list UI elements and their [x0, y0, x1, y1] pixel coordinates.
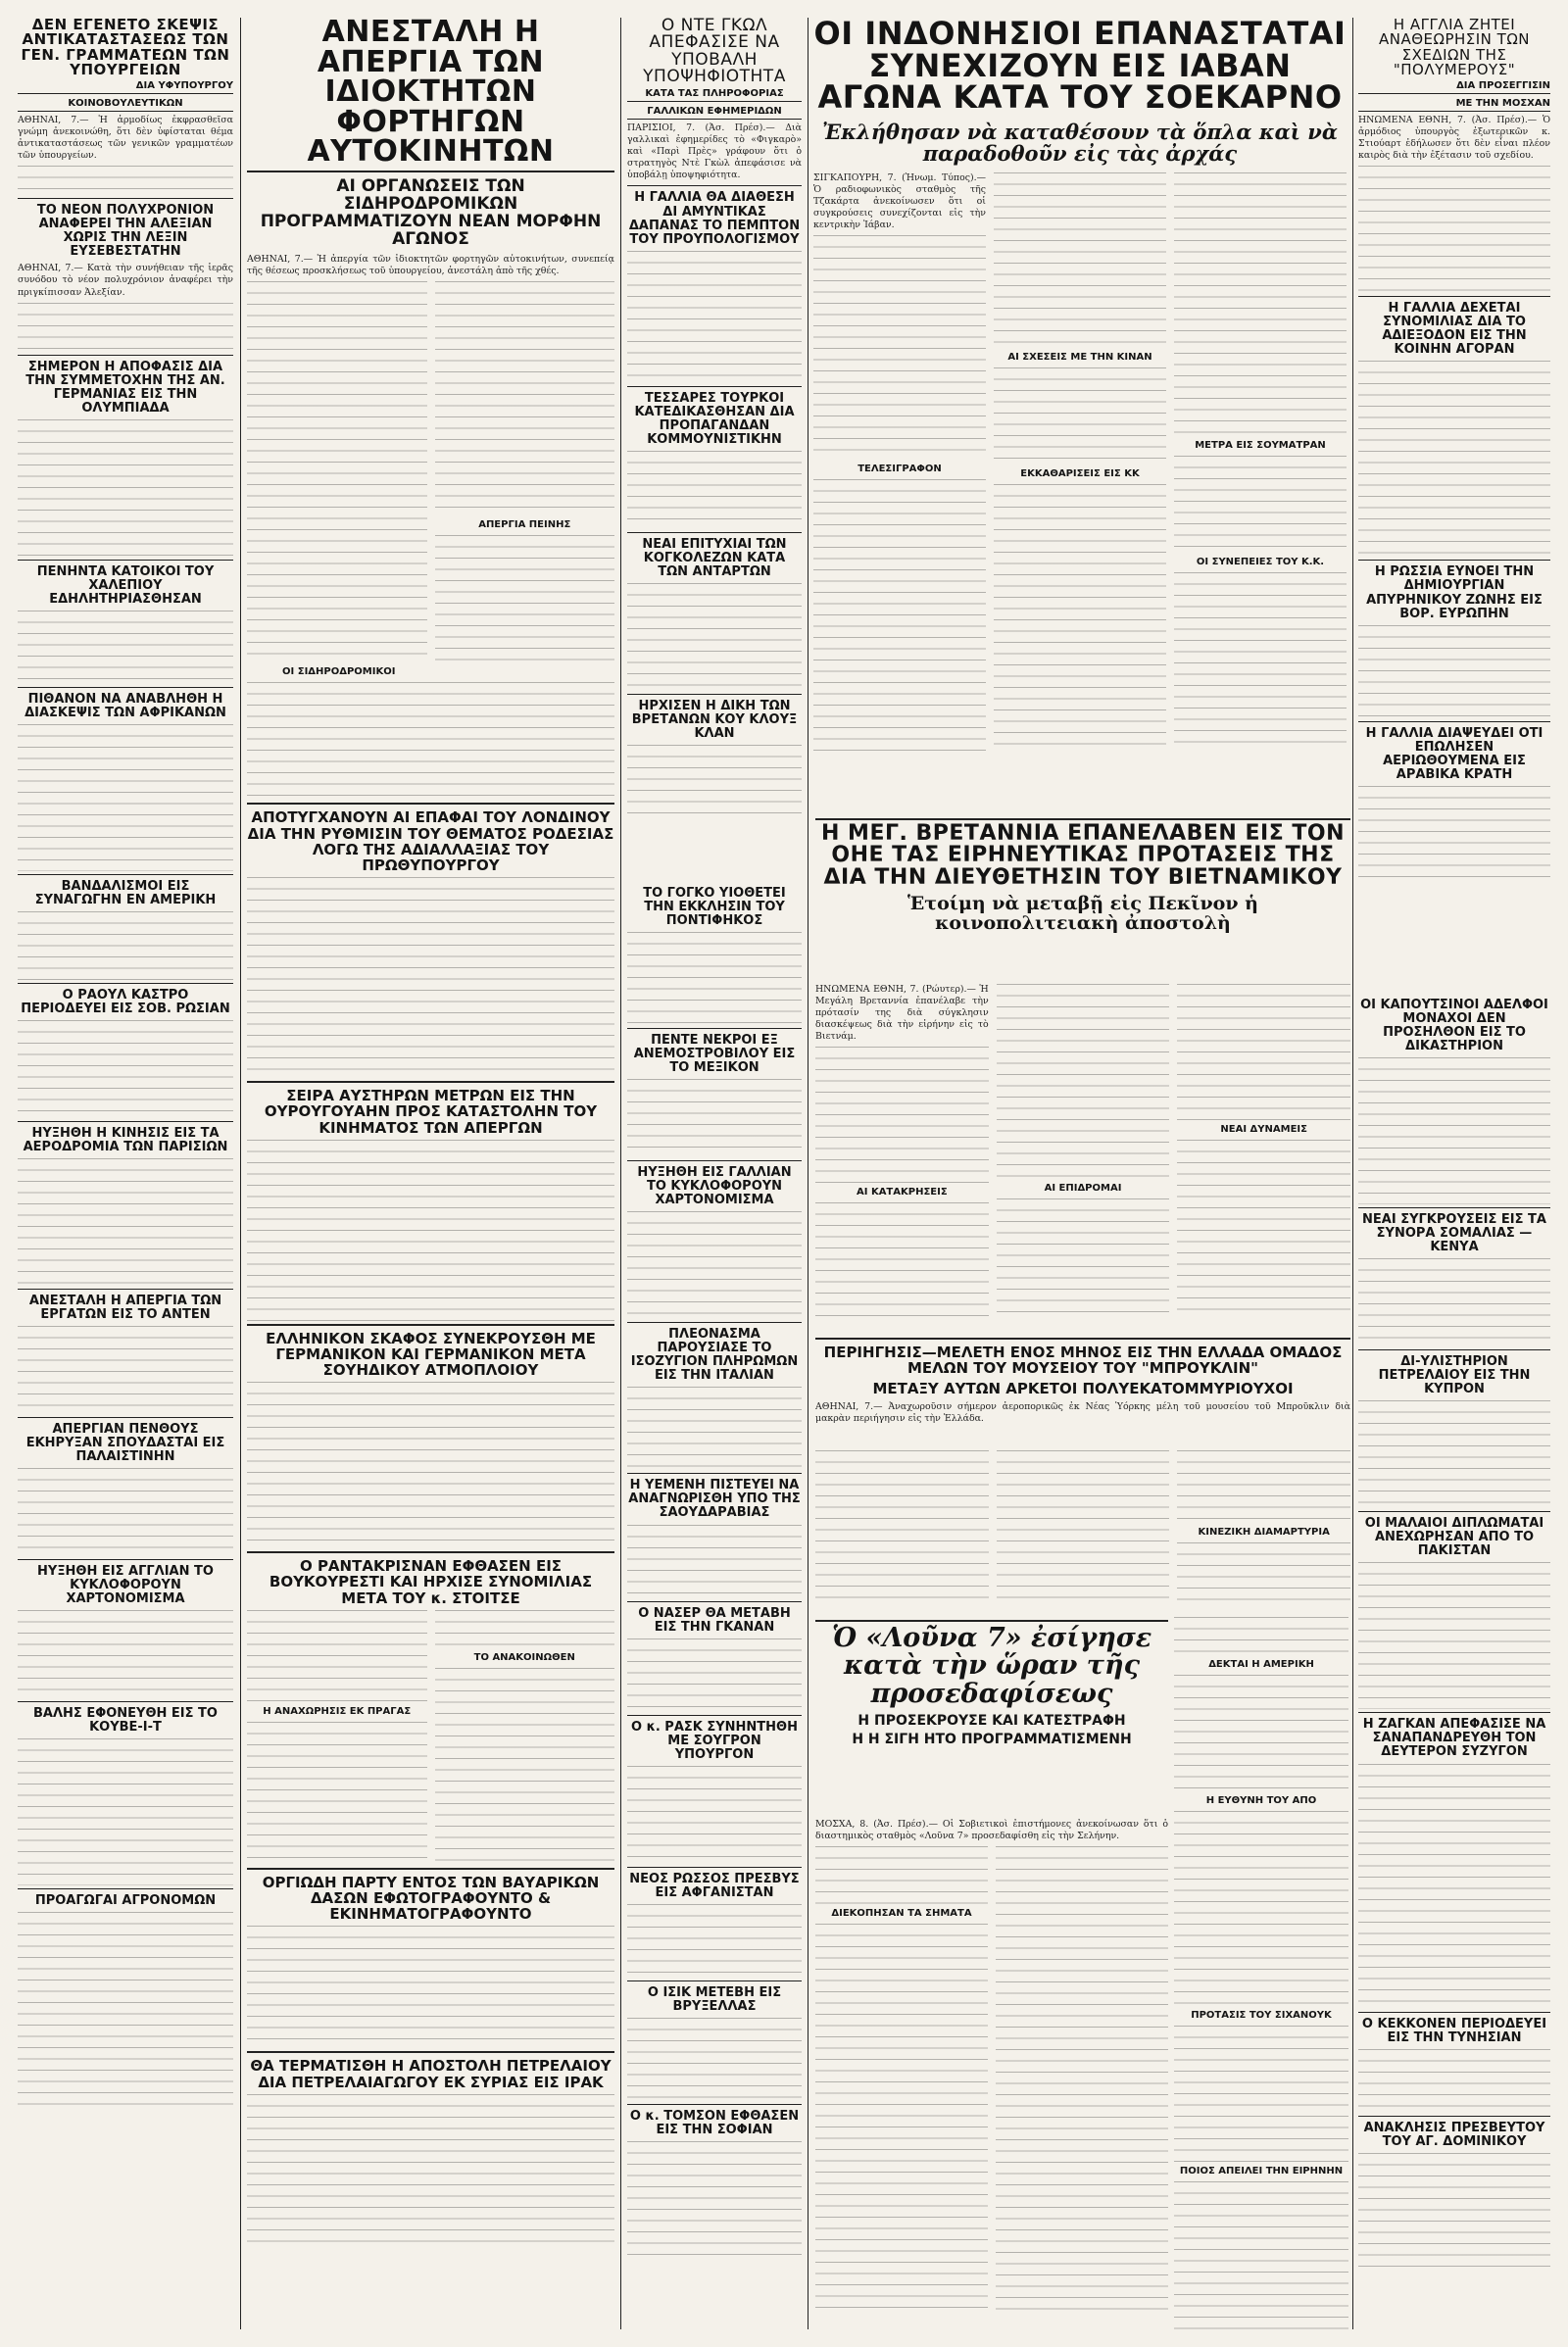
text-filler [1174, 1675, 1348, 1792]
text-filler [247, 1722, 427, 1865]
text-filler [247, 1926, 614, 2048]
article-headline: ΔΙ-ΥΛΙΣΤΗΡΙΟΝ ΠΕΤΡΕΛΑΙΟΥ ΕΙΣ ΤΗΝ ΚΥΠΡΟΝ [1378, 1354, 1531, 1397]
article-headline: ΝΕΟΣ ΡΩΣΣΟΣ ΠΡΕΣΒΥΣ ΕΙΣ ΑΦΓΑΝΙΣΤΑΝ [629, 1871, 800, 1900]
article-headline: Η ΓΑΛΛΙΑ ΔΕΧΕΤΑΙ ΣΥΝΟΜΙΛΙΑΣ ΔΙΑ ΤΟ ΑΔΙΕΞΟΔΟΝ ΕΙΣ ΤΗΝ ΚΟΙΝΗΝ ΑΓΟΡΑΝ [1382, 301, 1527, 358]
article-headline: Η ΖΑΓΚΑΝ ΑΠΕΦΑΣΙΣΕ ΝΑ ΣΑΝΑΠΑΝΔΡΕΥΘΗ ΤΟΝ ΔΕΥΤΕΡΟΝ ΣΥΖΥΓΟΝ [1362, 1717, 1546, 1760]
article-headline: ΟΙ ΜΑΛΑΙΟΙ ΔΙΠΛΩΜΑΤΑΙ ΑΝΕΧΩΡΗΣΑΝ ΑΠΟ ΤΟ ΠΑΚΙΣΤΑΝ [1364, 1516, 1544, 1559]
column-3 [627, 18, 802, 821]
text-filler [815, 1202, 989, 1317]
text-filler [435, 1610, 615, 1649]
text-filler [1174, 456, 1347, 554]
inner-subhead: ΕΚΚΑΘΑΡΙΣΕΙΣ ΕΙΣ ΚΚ [1020, 467, 1140, 479]
column-1 [18, 18, 233, 2330]
article-kicker: ΔΙΑ ΠΡΟΣΕΓΓΙΣΙΝ [1358, 79, 1550, 94]
inner-subhead: ΑΙ ΕΠΙΔΡΟΜΑΙ [1044, 1183, 1122, 1194]
column-rule [620, 18, 621, 2329]
article-body: ΗΝΩΜΕΝΑ ΕΘΝΗ, 7. (Ἀσ. Πρέσ).— Ὁ ἀρμόδιος ὑπουργὸς ἐξωτερικῶν κ. Στιούαρτ ἐδήλωσεν ὅτι δὲν εἶναι πλέον καιρὸς διὰ τὴν ἐξέτασιν τοῦ σχεδίου. [1358, 115, 1550, 162]
text-filler [1358, 1057, 1550, 1204]
article-headline: ΗΥΞΗΘΗ ΕΙΣ ΓΑΛΛΙΑΝ ΤΟ ΚΥΚΛΟΦΟΡΟΥΝ ΧΑΡΤΟΝΟΜΙΣΜΑ [637, 1165, 792, 1208]
article-kicker: ΔΙΑ ΥΦΥΠΟΥΡΓΟΥ [18, 79, 233, 94]
column-4 [813, 18, 1347, 821]
column-rule [240, 18, 241, 2329]
text-filler [627, 932, 802, 1025]
article-kicker: ΚΟΙΝΟΒΟΥΛΕΥΤΙΚΩΝ [18, 97, 233, 112]
text-filler [18, 1020, 233, 1118]
inner-subhead: ΔΕΚΤΑΙ Η ΑΜΕΡΙΚΗ [1208, 1659, 1314, 1670]
inner-subhead: ΤΟ ΑΝΑΚΟΙΝΩΘΕΝ [473, 1651, 575, 1663]
article-headline: ΔΕΝ ΕΓΕΝΕΤΟ ΣΚΕΨΙΣ ΑΝΤΙΚΑΤΑΣΤΑΣΕΩΣ ΤΩΝ ΓΕΝ. ΓΡΑΜΜΑΤΕΩΝ ΤΩΝ ΥΠΟΥΡΓΕΙΩΝ [21, 18, 230, 78]
article-headline: ΗΡΧΙΣΕΝ Η ΔΙΚΗ ΤΩΝ ΒΡΕΤΑΝΩΝ ΚΟΥ ΚΛΟΥΞ ΚΛΑΝ [631, 698, 798, 741]
article-headline: Ο κ. ΤΟΜΣΟΝ ΕΦΘΑΣΕΝ ΕΙΣ ΤΗΝ ΣΟΦΙΑΝ [629, 2108, 800, 2137]
article-headline: ΠΛΕΟΝΑΣΜΑ ΠΑΡΟΥΣΙΑΣΕ ΤΟ ΙΣΟΖΥΓΙΟΝ ΠΛΗΡΩΜΩΝ ΕΙΣ ΤΗΝ ΙΤΑΛΙΑΝ [630, 1327, 799, 1384]
vietnam-body [815, 984, 1350, 1327]
text-filler [247, 1140, 614, 1321]
article-headline: ΠΕΡΙΗΓΗΣΙΣ—ΜΕΛΕΤΗ ΕΝΟΣ ΜΗΝΟΣ ΕΙΣ ΤΗΝ ΕΛΛΑΔΑ ΟΜΑΔΟΣ ΜΕΛΩΝ ΤΟΥ ΜΟΥΣΕΙΟΥ ΤΟΥ "ΜΠΡΟΥΚΛΙΝ" [823, 1344, 1343, 1378]
text-filler [813, 235, 986, 461]
article-headline: ΠΕΝΤΕ ΝΕΚΡΟΙ ΕΞ ΑΝΕΜΟΣΤΡΟΒΙΛΟΥ ΕΙΣ ΤΟ ΜΕΞΙΚΟΝ [633, 1033, 796, 1076]
text-filler [1358, 786, 1550, 884]
text-filler [627, 583, 802, 691]
text-filler [1358, 2049, 1550, 2113]
article-headline: ΤΟ ΝΕΟΝ ΠΟΛΥΧΡΟΝΙΟΝ ΑΝΑΦΕΡΕΙ ΤΗΝ ΑΛΕΞΙΑΝ ΧΩΡΙΣ ΤΗΝ ΛΕΞΙΝ ΕΥΣΕΒΕΣΤΑΤΗΝ [36, 203, 215, 260]
text-filler [815, 1450, 989, 1602]
inner-subhead: Η ΑΝΑΧΩΡΗΣΙΣ ΕΚ ΠΡΑΓΑΣ [263, 1705, 412, 1717]
article-headline: Ο ΡΑΝΤΑΚΡΙΣΝΑΝ ΕΦΘΑΣΕΝ ΕΙΣ ΒΟΥΚΟΥΡΕΣΤΙ ΚΑΙ ΗΡΧΙΣΕ ΣΥΝΟΜΙΛΙΑΣ ΜΕΤΑ ΤΟΥ κ. ΣΤΟΙΤΣΕ [269, 1557, 593, 1607]
article-subheadline: Ἑτοίμη νὰ μεταβῇ εἰς Πεκῖνον ἡ κοινοπολιτειακὴ ἀποστολὴ [907, 893, 1258, 935]
column-3-lower [627, 882, 802, 2330]
article-headline: Ο κ. ΡΑΣΚ ΣΥΝΗΝΤΗΘΗ ΜΕ ΣΟΥΓΡΟΝ ΥΠΟΥΡΓΟΝ [631, 1719, 798, 1762]
article-headline: ΑΝΕΣΤΑΛΗ Η ΑΠΕΡΓΙΑ ΤΩΝ ΕΡΓΑΤΩΝ ΕΙΣ ΤΟ ΑΝΤΕΝ [28, 1294, 222, 1323]
text-filler [247, 1610, 427, 1703]
text-filler [18, 1468, 233, 1556]
article-body: ΜΟΣΧΑ, 8. (Ἀσ. Πρέσ).— Οἱ Σοβιετικοὶ ἐπιστήμονες ἀνεκοίνωσαν ὅτι ὁ διαστημικὸς σταθμὸς «Λοῦνα 7» προσεδαφίσθη εἰς τὴν Σελήνην. [815, 1819, 1168, 1842]
text-filler [1358, 1764, 1550, 2009]
text-filler [627, 1525, 802, 1598]
text-filler [996, 1846, 1168, 2317]
text-filler [1177, 1542, 1350, 1602]
article-kicker: ΚΑΤΑ ΤΑΣ ΠΛΗΡΟΦΟΡΙΑΣ [627, 87, 802, 102]
article-headline: ΑΝΑΚΛΗΣΙΣ ΠΡΕΣΒΕΥΤΟΥ ΤΟΥ ΑΓ. ΔΟΜΙΝΙΚΟΥ [1363, 2120, 1545, 2149]
text-filler [815, 1047, 989, 1184]
inner-subhead: Η ΕΥΘΥΝΗ ΤΟΥ ΑΠΟ [1205, 1795, 1317, 1806]
article-subheadline: Ἐκλήθησαν νὰ καταθέσουν τὰ ὅπλα καὶ νὰ παραδοθοῦν εἰς τὰς ἀρχάς [821, 119, 1339, 166]
inner-subhead: ΝΕΑΙ ΔΥΝΑΜΕΙΣ [1220, 1124, 1307, 1135]
inner-subhead: ΟΙ ΣΙΔΗΡΟΔΡΟΜΙΚΟΙ [282, 666, 396, 678]
text-filler [435, 535, 615, 663]
inner-subhead: ΤΕΛΕΣΙΓΡΑΦΟΝ [858, 464, 942, 475]
article-body: ΑΘΗΝΑΙ, 7.— Κατὰ τὴν συνήθειαν τῆς ἱερᾶς συνόδου τὸ νέον πολυχρόνιον ἀναφέρει τὴν πριγκίπισσαν Ἀλεξίαν. [18, 263, 233, 298]
text-filler [997, 1198, 1170, 1317]
text-filler [997, 1450, 1170, 1602]
text-filler [627, 1387, 802, 1470]
article-body: ΗΝΩΜΕΝΑ ΕΘΝΗ, 7. (Ρώυτερ).— Ἡ Μεγάλη Βρεταννία ἐπανέλαβε τὴν πρότασίν της διὰ σύγκλησιν διασκέψεως διὰ τὴν εἰρήνην εἰς τὸ Βιετνάμ. [815, 984, 989, 1043]
inner-subhead: ΠΡΟΤΑΣΙΣ ΤΟΥ ΣΙΧΑΝΟΥΚ [1191, 2010, 1332, 2021]
text-filler [18, 724, 233, 871]
article-headline: Η ΡΩΣΣΙΑ ΕΥΝΟΕΙ ΤΗΝ ΔΗΜΙΟΥΡΓΙΑΝ ΑΠΥΡΗΝΙΚΟΥ ΖΩΝΗΣ ΕΙΣ ΒΟΡ. ΕΥΡΩΠΗΝ [1366, 564, 1543, 621]
text-filler [1174, 2181, 1348, 2330]
text-filler [18, 419, 233, 557]
text-filler [1358, 361, 1550, 557]
inner-subhead: ΑΙ ΣΧΕΣΕΙΣ ΜΕ ΤΗΝ ΚΙΝΑΝ [1007, 351, 1152, 363]
text-filler [627, 1211, 802, 1319]
inner-subhead: ΠΟΙΟΣ ΑΠΕΙΛΕΙ ΤΗΝ ΕΙΡΗΝΗΝ [1179, 2166, 1344, 2176]
text-filler [1174, 1617, 1348, 1656]
text-filler [813, 479, 986, 751]
museum-body [815, 1450, 1350, 1607]
article-headline: ΠΕΝΗΝΤΑ ΚΑΤΟΙΚΟΙ ΤΟΥ ΧΑΛΕΠΙΟΥ ΕΔΗΛΗΤΗΡΙΑΣΘΗΣΑΝ [36, 563, 215, 607]
text-filler [627, 1638, 802, 1712]
text-filler [627, 1904, 802, 1978]
vietnam-continued [1174, 1617, 1348, 2330]
article-headline: Η ΓΑΛΛΙΑ ΘΑ ΔΙΑΘΕΣΗ ΔΙ ΑΜΥΝΤΙΚΑΣ ΔΑΠΑΝΑΣ ΤΟ ΠΕΜΠΤΟΝ ΤΟΥ ΠΡΟΥΠΟΛΟΓΙΣΜΟΥ [628, 190, 801, 247]
article-headline: ΤΟ ΓΟΓΚΟ ΥΙΟΘΕΤΕΙ ΤΗΝ ΕΚΚΛΗΣΙΝ ΤΟΥ ΠΟΝΤΙΦΗΚΟΣ [643, 886, 786, 929]
article-headline: ΗΥΞΗΘΗ ΕΙΣ ΑΓΓΛΙΑΝ ΤΟ ΚΥΚΛΟΦΟΡΟΥΝ ΧΑΡΤΟΝΟΜΙΣΜΑ [37, 1564, 214, 1607]
article-headline: ΣΕΙΡΑ ΑΥΣΤΗΡΩΝ ΜΕΤΡΩΝ ΕΙΣ ΤΗΝ ΟΥΡΟΥΓΟΥΑΗΝ ΠΡΟΣ ΚΑΤΑΣΤΟΛΗΝ ΤΟΥ ΚΙΝΗΜΑΤΟΣ ΤΩΝ ΑΠΕΡΓΩΝ [264, 1087, 598, 1137]
text-filler [435, 281, 615, 516]
text-filler [997, 984, 1170, 1180]
main-headline: ΟΙ ΙΝΔΟΝΗΣΙΟΙ ΕΠΑΝΑΣΤΑΤΑΙ ΣΥΝΕΧΙΖΟΥΝ ΕΙΣ ΙΑΒΑΝ ΑΓΩΝΑ ΚΑΤΑ ΤΟΥ ΣΟΕΚΑΡΝΟ [813, 18, 1347, 117]
text-filler [1174, 2026, 1348, 2163]
article-headline: ΠΙΘΑΝΟΝ ΝΑ ΑΝΑΒΛΗΘΗ Η ΔΙΑΣΚΕΨΙΣ ΤΩΝ ΑΦΡΙΚΑΝΩΝ [24, 691, 226, 720]
article-headline: ΝΕΑΙ ΣΥΓΚΡΟΥΣΕΙΣ ΕΙΣ ΤΑ ΣΥΝΟΡΑ ΣΟΜΑΛΙΑΣ — ΚΕΝΥΑ [1362, 1212, 1546, 1255]
text-filler [435, 1668, 615, 1865]
article-subheadline: Η ΠΡΟΣΕΚΡΟΥΣΕ ΚΑΙ ΚΑΤΕΣΤΡΑΦΗ [858, 1713, 1126, 1730]
text-filler [1358, 625, 1550, 718]
text-filler [1177, 984, 1350, 1121]
text-filler [18, 1912, 233, 2108]
column-5-lower [1358, 994, 1550, 2330]
museum-story [815, 1335, 1350, 1442]
inner-subhead: ΟΙ ΣΥΝΕΠΕΙΕΣ ΤΟΥ Κ.Κ. [1196, 556, 1325, 567]
article-body: ΑΘΗΝΑΙ, 7.— Ἡ ἀπεργία τῶν ἰδιοκτητῶν φορτηγῶν αὐτοκινήτων, συνεπείᾳ τῆς θέσεως προσκλήσεως τοῦ ὑπουργείου, ἀνεστάλη ἀπὸ τῆς χθές. [247, 254, 614, 277]
text-filler [18, 1738, 233, 1885]
article-headline: ΕΛΛΗΝΙΚΟΝ ΣΚΑΦΟΣ ΣΥΝΕΚΡΟΥΣΘΗ ΜΕ ΓΕΡΜΑΝΙΚΟΝ ΚΑΙ ΓΕΡΜΑΝΙΚΟΝ ΜΕΤΑ ΣΟΥΗΔΙΚΟΥ ΑΤΜΟΠΛΟΙΟΥ [266, 1329, 596, 1380]
article-subheadline: Η Η ΣΙΓΗ ΗΤΟ ΠΡΟΓΡΑΜΜΑΤΙΣΜΕΝΗ [852, 1732, 1132, 1748]
text-filler [627, 451, 802, 529]
text-filler [18, 1158, 233, 1286]
article-headline: Ο ΚΕΚΚΟΝΕΝ ΠΕΡΙΟΔΕΥΕΙ ΕΙΣ ΤΗΝ ΤΥΝΗΣΙΑΝ [1361, 2016, 1547, 2045]
article-headline: ΘΑ ΤΕΡΜΑΤΙΣΘΗ Η ΑΠΟΣΤΟΛΗ ΠΕΤΡΕΛΑΙΟΥ ΔΙΑ ΠΕΤΡΕΛΑΙΑΓΩΓΟΥ ΕΚ ΣΥΡΙΑΣ ΕΙΣ ΙΡΑΚ [250, 2057, 612, 2091]
article-headline: ΝΕΑΙ ΕΠΙΤΥΧΙΑΙ ΤΩΝ ΚΟΓΚΟΛΕΖΩΝ ΚΑΤΑ ΤΩΝ ΑΝΤΑΡΤΩΝ [642, 536, 787, 579]
text-filler [247, 682, 614, 800]
text-filler [1177, 1450, 1350, 1524]
article-subheadline: ΜΕΤΑΞΥ ΑΥΤΩΝ ΑΡΚΕΤΟΙ ΠΟΛΥΕΚΑΤΟΜΜΥΡΙΟΥΧΟΙ [872, 1380, 1294, 1398]
text-filler [815, 1924, 988, 2317]
text-filler [247, 877, 614, 1078]
article-kicker: ΓΑΛΛΙΚΩΝ ΕΦΗΜΕΡΙΔΩΝ [627, 105, 802, 120]
text-filler [1358, 1400, 1550, 1508]
text-filler [994, 172, 1166, 349]
text-filler [18, 1326, 233, 1414]
text-filler [1358, 166, 1550, 293]
article-headline: Ο ΡΑΟΥΛ ΚΑΣΤΡΟ ΠΕΡΙΟΔΕΥΕΙ ΕΙΣ ΣΟΒ. ΡΩΣΙΑΝ [21, 987, 230, 1016]
main-headline: ΑΝΕΣΤΑΛΗ Η ΑΠΕΡΓΙΑ ΤΩΝ ΙΔΙΟΚΤΗΤΩΝ ΦΟΡΤΗΓΩΝ ΑΥΤΟΚΙΝΗΤΩΝ [307, 18, 555, 170]
text-filler [18, 303, 233, 352]
text-filler [18, 166, 233, 195]
text-filler [815, 1846, 988, 1905]
article-headline: Ο ΙΣΙΚ ΜΕΤΕΒΗ ΕΙΣ ΒΡΥΞΕΛΛΑΣ [647, 1984, 782, 2014]
text-filler [1358, 1258, 1550, 1346]
text-filler [1358, 2153, 1550, 2271]
article-headline: ΤΕΣΣΑΡΕΣ ΤΟΥΡΚΟΙ ΚΑΤΕΔΙΚΑΣΘΗΣΑΝ ΔΙΑ ΠΡΟΠΑΓΑΝΔΑΝ ΚΟΜΜΟΥΝΙΣΤΙΚΗΝ [634, 390, 795, 447]
inner-subhead: ΜΕΤΡΑ ΕΙΣ ΣΟΥΜΑΤΡΑΝ [1195, 439, 1326, 451]
article-headline: ΑΠΕΡΓΙΑΝ ΠΕΝΘΟΥΣ ΕΚΗΡΥΞΑΝ ΣΠΟΥΔΑΣΤΑΙ ΕΙΣ ΠΑΛΑΙΣΤΙΝΗΝ [25, 1422, 225, 1465]
article-headline: Η ΑΓΓΛΙΑ ΖΗΤΕΙ ΑΝΑΘΕΩΡΗΣΙΝ ΤΩΝ ΣΧΕΔΙΩΝ ΤΗΣ "ΠΟΛΥΜΕΡΟΥΣ" [1378, 18, 1531, 78]
text-filler [247, 2094, 614, 2251]
text-filler [994, 484, 1166, 751]
inner-subhead: ΔΙΕΚΟΠΗΣΑΝ ΤΑ ΣΗΜΑΤΑ [831, 1908, 972, 1920]
article-headline: Ο ΝΑΣΕΡ ΘΑ ΜΕΤΑΒΗ ΕΙΣ ΤΗΝ ΓΚΑΝΑΝ [638, 1605, 791, 1635]
vietnam-banner [815, 815, 1350, 982]
text-filler [627, 745, 802, 821]
article-headline: ΟΡΓΙΩΔΗ ΠΑΡΤΥ ΕΝΤΟΣ ΤΩΝ ΒΑΥΑΡΙΚΩΝ ΔΑΣΩΝ ΕΦΩΤΟΓΡΑΦΟΥΝΤΟ & ΕΚΙΝΗΜΑΤΟΓΡΑΦΟΥΝΤΟ [262, 1873, 600, 1924]
text-filler [1174, 1811, 1348, 2007]
article-headline: ΗΥΞΗΘΗ Η ΚΙΝΗΣΙΣ ΕΙΣ ΤΑ ΑΕΡΟΔΡΟΜΙΑ ΤΩΝ ΠΑΡΙΣΙΩΝ [23, 1125, 228, 1154]
text-filler [18, 611, 233, 684]
article-subheadline: ΑΙ ΟΡΓΑΝΩΣΕΙΣ ΤΩΝ ΣΙΔΗΡΟΔΡΟΜΙΚΩΝ ΠΡΟΓΡΑΜΜΑΤΙΖΟΥΝ ΝΕΑΝ ΜΟΡΦΗΝ ΑΓΩΝΟΣ [260, 175, 602, 249]
text-filler [1177, 1140, 1350, 1317]
column-2 [247, 18, 614, 2330]
text-filler [627, 1079, 802, 1157]
text-filler [247, 281, 427, 663]
text-filler [1174, 572, 1347, 751]
article-body: ΑΘΗΝΑΙ, 7.— Ἡ ἀρμοδίως ἐκφρασθεῖσα γνώμη ἀνεκοινώθη, ὅτι δὲν ὑφίσταται θέμα ἀντικαταστάσεως τῶν γενικῶν γραμματέων τῶν ὑπουργείων. [18, 115, 233, 162]
text-filler [247, 1382, 614, 1548]
text-filler [627, 1766, 802, 1864]
text-filler [627, 251, 802, 383]
article-headline: ΣΗΜΕΡΟΝ Η ΑΠΟΦΑΣΙΣ ΔΙΑ ΤΗΝ ΣΥΜΜΕΤΟΧΗΝ ΤΗΣ ΑΝ. ΓΕΡΜΑΝΙΑΣ ΕΙΣ ΤΗΝ ΟΛΥΜΠΙΑΔΑ [25, 359, 225, 416]
text-filler [994, 367, 1166, 465]
article-headline: ΠΡΟΑΓΩΓΑΙ ΑΓΡΟΝΟΜΩΝ [34, 1893, 217, 1909]
article-headline: Ο ΝΤΕ ΓΚΩΛ ΑΠΕΦΑΣΙΣΕ ΝΑ ΥΠΟΒΑΛΗ ΥΠΟΨΗΦΙΟΤΗΤΑ [643, 18, 786, 86]
main-headline: Η ΜΕΓ. ΒΡΕΤΑΝΝΙΑ ΕΠΑΝΕΛΑΒΕΝ ΕΙΣ ΤΟΝ ΟΗΕ ΤΑΣ ΕΙΡΗΝΕΥΤΙΚΑΣ ΠΡΟΤΑΣΕΙΣ ΤΗΣ ΔΙΑ ΤΗΝ ΔΙΕΥΘΕΤΗΣΙΝ ΤΟΥ ΒΙΕΤΝΑΜΙΚΟΥ [820, 821, 1346, 890]
article-body: ΑΘΗΝΑΙ, 7.— Ἀναχωροῦσιν σήμερον ἀεροπορικῶς ἐκ Νέας Ὑόρκης μέλη τοῦ μουσείου τοῦ Μπροῦκλιν διὰ μακρὰν περιήγησιν εἰς τὴν Ἑλλάδα. [815, 1400, 1350, 1424]
inner-subhead: ΚΙΝΕΖΙΚΗ ΔΙΑΜΑΡΤΥΡΙΑ [1198, 1527, 1330, 1538]
article-kicker: ΜΕ ΤΗΝ ΜΟΣΧΑΝ [1358, 97, 1550, 112]
text-filler [1358, 1562, 1550, 1709]
article-headline: Η ΓΑΛΛΙΑ ΔΙΑΨΕΥΔΕΙ ΟΤΙ ΕΠΩΛΗΣΕΝ ΑΕΡΙΩΘΟΥΜΕΝΑ ΕΙΣ ΑΡΑΒΙΚΑ ΚΡΑΤΗ [1365, 725, 1544, 782]
article-headline: Η ΥΕΜΕΝΗ ΠΙΣΤΕΥΕΙ ΝΑ ΑΝΑΓΝΩΡΙΣΘΗ ΥΠΟ ΤΗΣ ΣΑΟΥΔΑΡΑΒΙΑΣ [628, 1478, 801, 1521]
inner-subhead: ΑΙ ΚΑΤΑΚΡΗΣΕΙΣ [857, 1187, 948, 1198]
article-body: ΠΑΡΙΣΙΟΙ, 7. (Ἀσ. Πρέσ).— Διὰ γαλλικαὶ ἐφημερίδες τὸ «Φιγκαρὸ» καὶ «Παρὶ Πρὲς» γράφουν ὅτι ὁ στρατηγὸς Ντὲ Γκὼλ ἀπεφάσισε νὰ ὑποβάλῃ ὑποψηφιότητα. [627, 122, 802, 181]
article-headline: ΒΑΝΔΑΛΙΣΜΟΙ ΕΙΣ ΣΥΝΑΓΩΓΗΝ ΕΝ ΑΜΕΡΙΚΗ [34, 878, 217, 907]
text-filler [1174, 172, 1347, 437]
article-body: ΣΙΓΚΑΠΟΥΡΗ, 7. (Ἡνωμ. Τύπος).— Ὁ ραδιοφωνικὸς σταθμὸς τῆς Τζακάρτα ἀνεκοίνωσεν ὅτι οἱ συγκρούσεις συνεχίζονται εἰς τὴν κεντρικὴν Ἰάβαν. [813, 171, 986, 231]
article-headline: ΒΑΛΗΣ ΕΦΟΝΕΥΘΗ ΕΙΣ ΤΟ ΚΟΥΒΕ-Ι-Τ [33, 1706, 218, 1736]
text-filler [627, 2018, 802, 2101]
luna-body [815, 1819, 1168, 2328]
inner-subhead: ΑΠΕΡΓΙΑ ΠΕΙΝΗΣ [478, 519, 571, 531]
column-rule [1352, 18, 1353, 2329]
main-headline: Ὁ «Λοῦνα 7» ἐσίγησε κατὰ τὴν ὥραν τῆς προσεδαφίσεως [831, 1623, 1152, 1709]
text-filler [18, 911, 233, 980]
article-headline: ΟΙ ΚΑΠΟΥΤΣΙΝΟΙ ΑΔΕΛΦΟΙ ΜΟΝΑΧΟΙ ΔΕΝ ΠΡΟΣΗΛΘΟΝ ΕΙΣ ΤΟ ΔΙΚΑΣΤΗΡΙΟΝ [1360, 998, 1548, 1054]
text-filler [18, 1610, 233, 1698]
luna-story [815, 1617, 1168, 1813]
text-filler [627, 2141, 802, 2259]
article-headline: ΑΠΟΤΥΓΧΑΝΟΥΝ ΑΙ ΕΠΑΦΑΙ ΤΟΥ ΛΟΝΔΙΝΟΥ ΔΙΑ ΤΗΝ ΡΥΘΜΙΣΙΝ ΤΟΥ ΘΕΜΑΤΟΣ ΡΟΔΕΣΙΑΣ ΛΟΓΩ ΤΗΣ ΑΔΙΑΛΛΑΞΙΑΣ ΤΟΥ ΠΡΩΘΥΠΟΥΡΓΟΥ [247, 808, 614, 874]
